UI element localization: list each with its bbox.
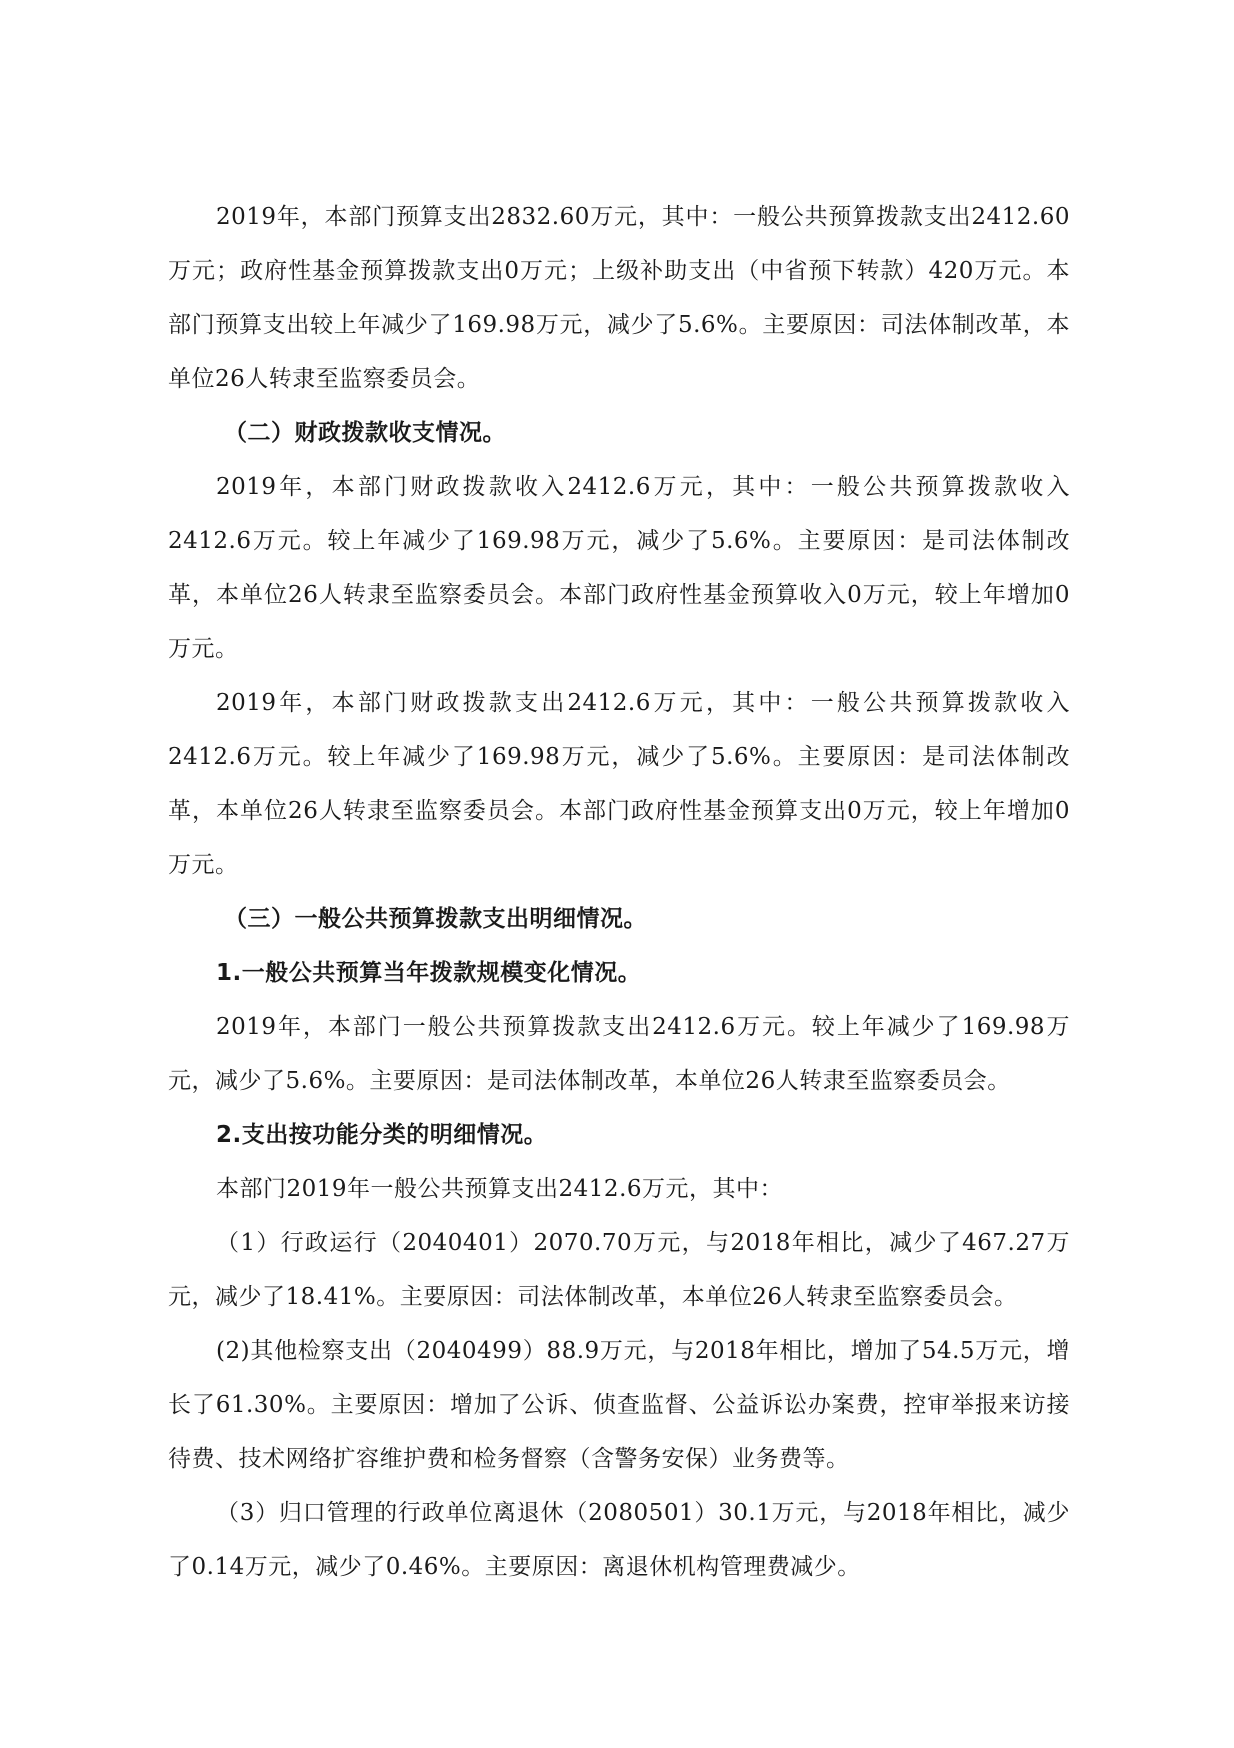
- heading-functional-classification: 2.支出按功能分类的明细情况。: [216, 1122, 548, 1148]
- document-page: [168, 190, 1070, 1594]
- paragraph-item-1: （1）行政运行（2040401）2070.70万元，与2018年相比，减少了467.27万元，减少了18.41%。主要原因：司法体制改革，本单位26人转隶至监察委员会。: [168, 1230, 1070, 1310]
- paragraph-budget-expenditure: 2019年，本部门预算支出2832.60万元，其中：一般公共预算拨款支出2412.60万元；政府性基金预算拨款支出0万元；上级补助支出（中省预下转款）420万元。本部门预算支出较上年减少了169.98万元，减少了5.6%。主要原因：司法体制改革，本单位26人转隶至监察委员会。: [168, 204, 1070, 392]
- heading-general-budget-detail: （三）一般公共预算拨款支出明细情况。: [224, 906, 647, 932]
- heading-fiscal-appropriation: （二）财政拨款收支情况。: [224, 420, 506, 446]
- paragraph-functional-intro: 本部门2019年一般公共预算支出2412.6万元，其中：: [216, 1176, 784, 1202]
- paragraph-item-2: (2)其他检察支出（2040499）88.9万元，与2018年相比，增加了54.5万元，增长了61.30%。主要原因：增加了公诉、侦查监督、公益诉讼办案费，控审举报来访接待费、技术网络扩容维护费和检务督察（含警务安保）业务费等。: [168, 1338, 1070, 1472]
- paragraph-fiscal-income: 2019年，本部门财政拨款收入2412.6万元，其中：一般公共预算拨款收入2412.6万元。较上年减少了169.98万元，减少了5.6%。主要原因：是司法体制改革，本单位26人转隶至监察委员会。本部门政府性基金预算收入0万元，较上年增加0万元。: [168, 474, 1070, 662]
- paragraph-fiscal-expenditure: 2019年，本部门财政拨款支出2412.6万元，其中：一般公共预算拨款收入2412.6万元。较上年减少了169.98万元，减少了5.6%。主要原因：是司法体制改革，本单位26人转隶至监察委员会。本部门政府性基金预算支出0万元，较上年增加0万元。: [168, 690, 1070, 878]
- paragraph-scale-change: 2019年，本部门一般公共预算拨款支出2412.6万元。较上年减少了169.98万元，减少了5.6%。主要原因：是司法体制改革，本单位26人转隶至监察委员会。: [168, 1014, 1070, 1094]
- heading-scale-change: 1.一般公共预算当年拨款规模变化情况。: [216, 960, 642, 986]
- paragraph-item-3: （3）归口管理的行政单位离退休（2080501）30.1万元，与2018年相比，减少了0.14万元，减少了0.46%。主要原因：离退休机构管理费减少。: [168, 1500, 1070, 1580]
